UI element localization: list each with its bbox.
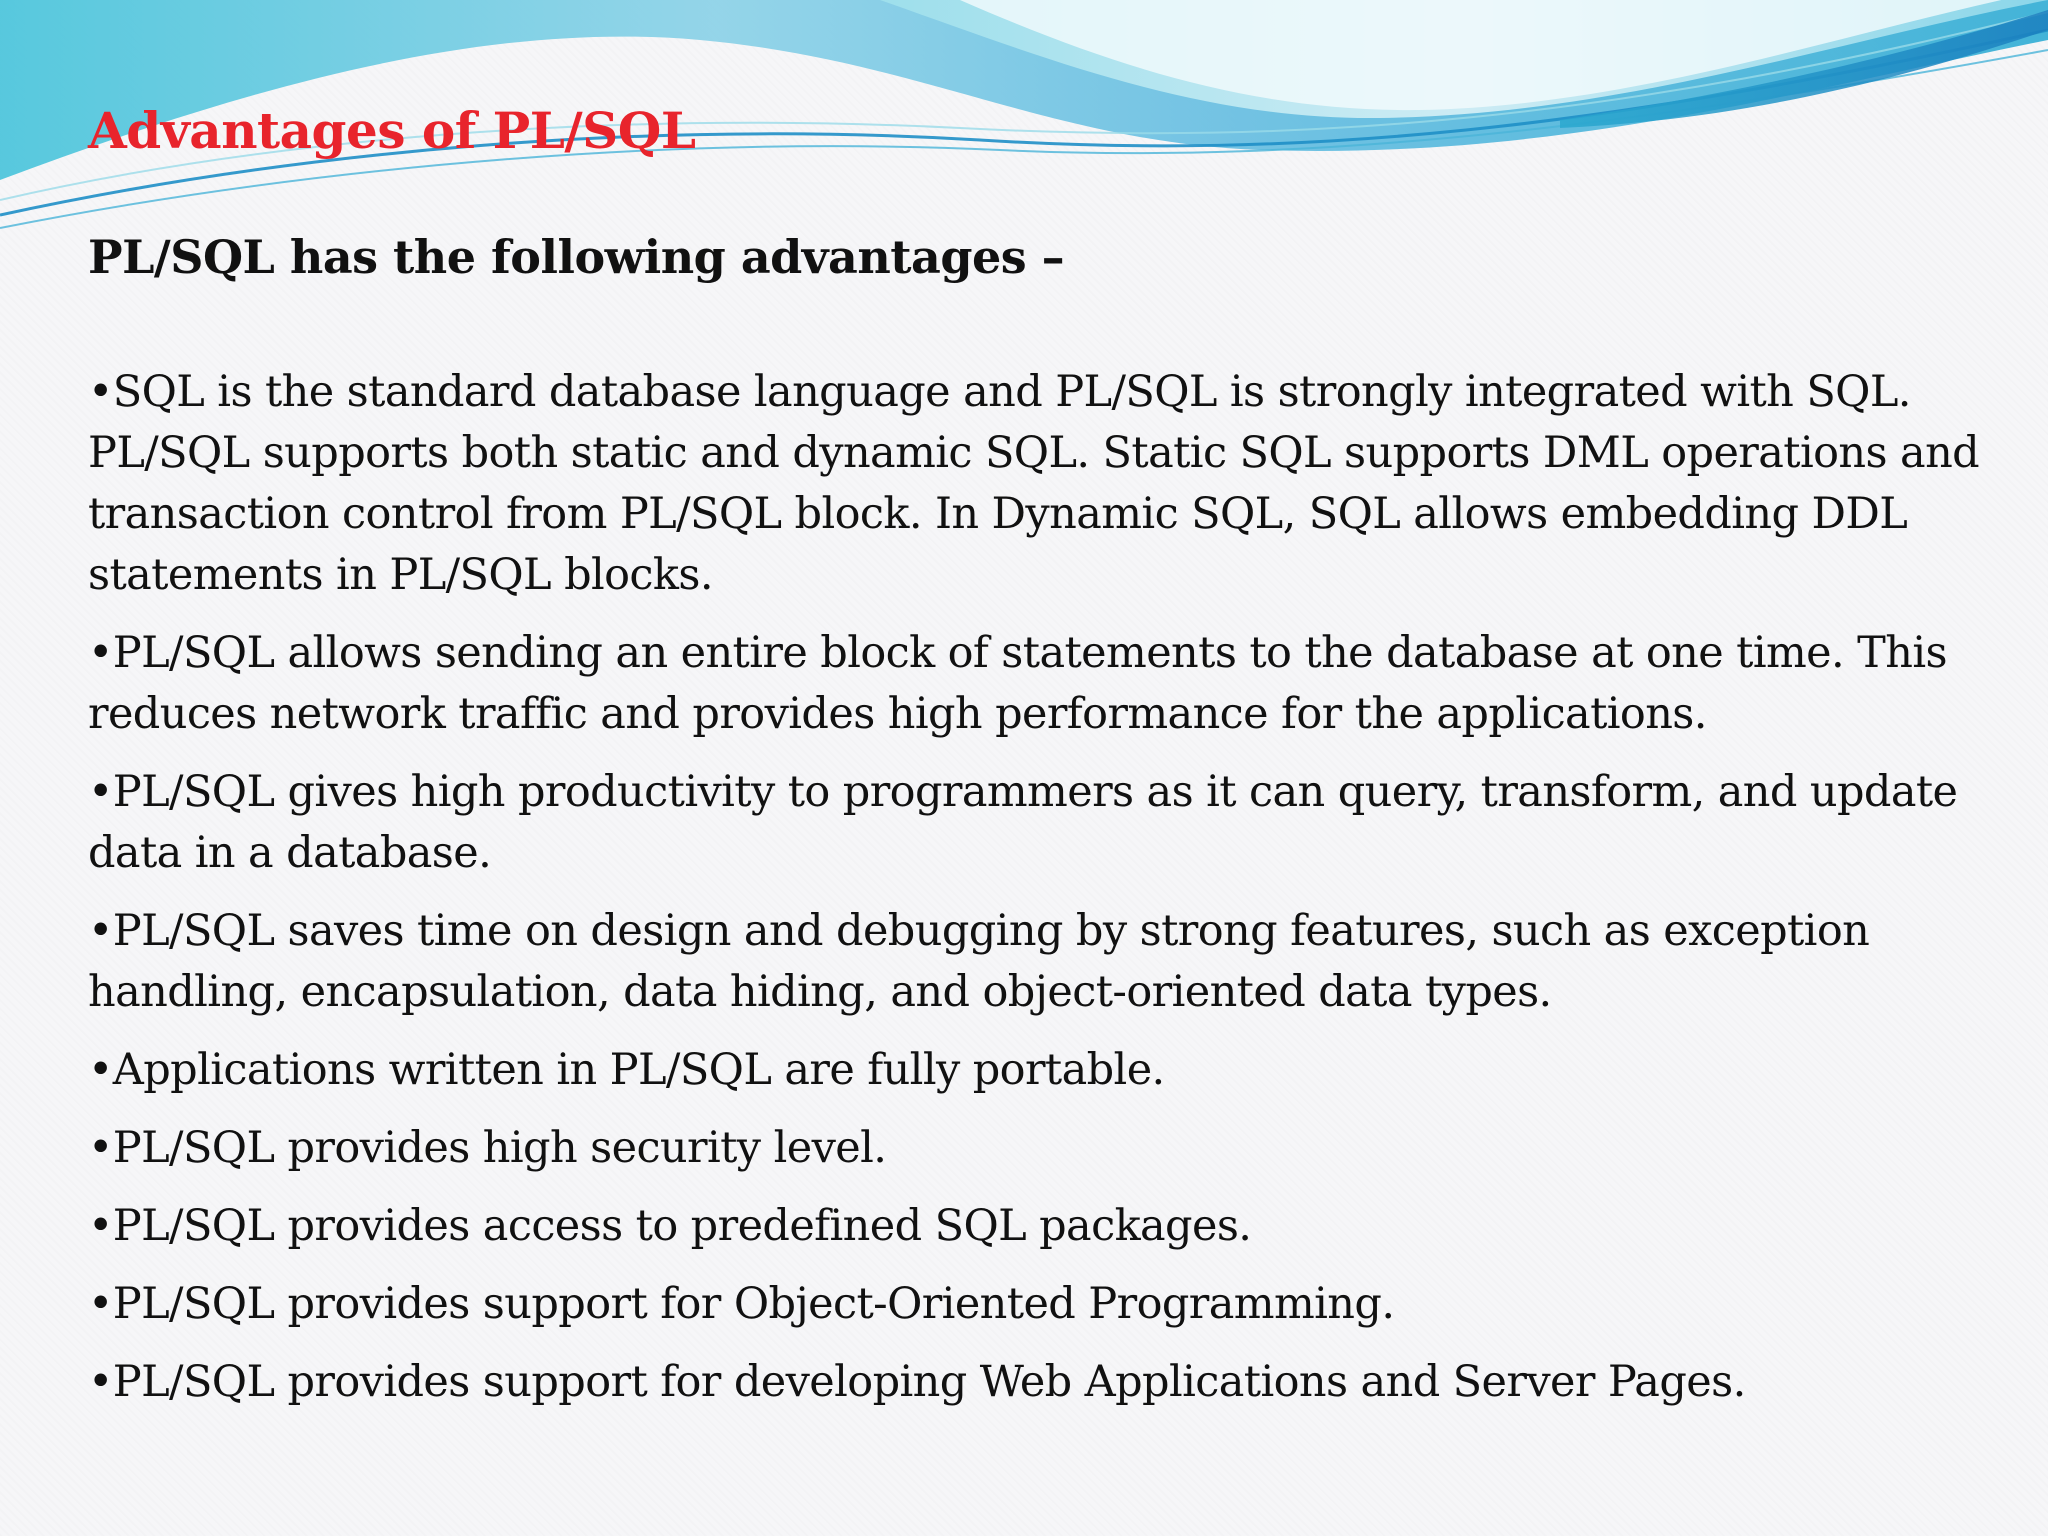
advantages-list bbox=[88, 362, 2018, 1430]
list-item: • PL/SQL provides access to predefined SQL packages. bbox=[88, 1196, 2018, 1257]
list-item: • PL/SQL gives high productivity to programmers as it can query, transform, and update data in a database. bbox=[88, 762, 2018, 884]
intro-text: PL/SQL has the following advantages – bbox=[88, 230, 1065, 284]
list-item: • PL/SQL provides support for Object-Oriented Programming. bbox=[88, 1274, 2018, 1335]
list-item: • SQL is the standard database language and PL/SQL is strongly integrated with SQL. PL/SQL supports both static and dynamic SQL. Static SQL supports DML operations and transaction control from PL/SQL block. In Dynamic SQL, SQL allows embedding DDL statements in PL/SQL blocks. bbox=[88, 362, 2018, 606]
list-item: • PL/SQL allows sending an entire block of statements to the database at one time. This reduces network traffic and provides high performance for the applications. bbox=[88, 623, 2018, 745]
list-item: • PL/SQL provides high security level. bbox=[88, 1118, 2018, 1179]
slide-title: Advantages of PL/SQL bbox=[88, 101, 696, 160]
list-item: • PL/SQL provides support for developing Web Applications and Server Pages. bbox=[88, 1352, 2018, 1413]
list-item: • PL/SQL saves time on design and debugging by strong features, such as exception handling, encapsulation, data hiding, and object-oriented data types. bbox=[88, 901, 2018, 1023]
list-item: • Applications written in PL/SQL are fully portable. bbox=[88, 1040, 2018, 1101]
